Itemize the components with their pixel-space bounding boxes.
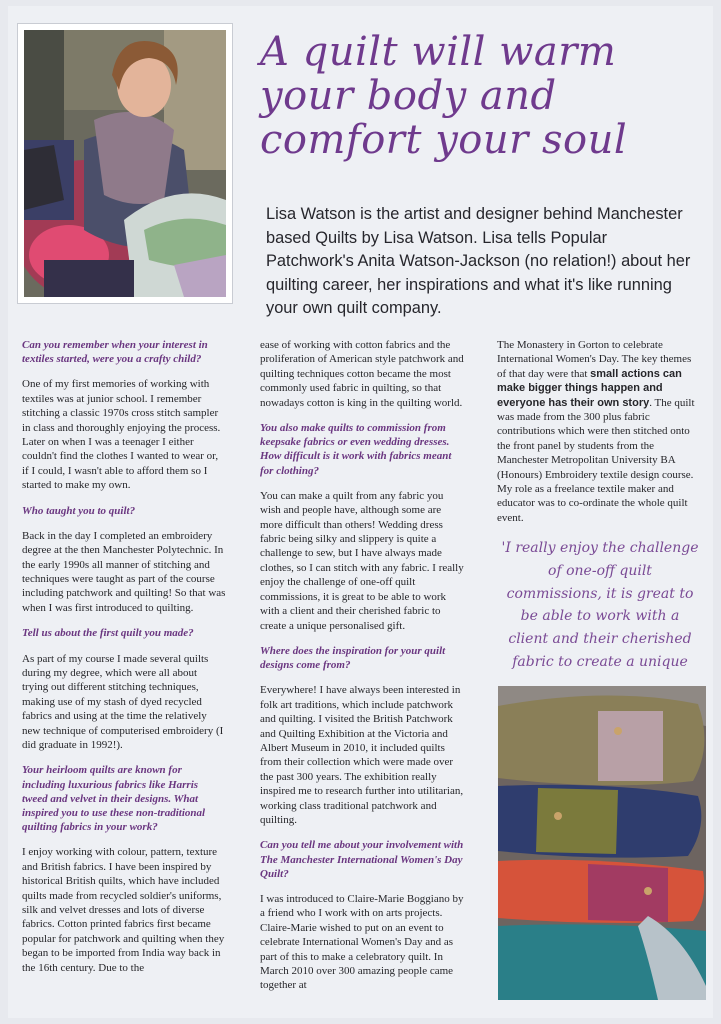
- answer-text: . The quilt was made from the 300 plus fabric contributions which were then stitched onto the front panel by students from the Manchester Metropolitan University BA (Honours) Embroidery textile design course. My role as a freelance textile maker and educator was to co-ordinate the whole quilt event.: [497, 396, 695, 524]
- text-column-2: [260, 338, 464, 1004]
- text-column-1: [22, 338, 226, 986]
- answer-paragraph: Back in the day I completed an embroidery degree at the then Manchester Polytechnic. In the early 1990s all manner of stitching and techniques were taught as part of the course including patchwork and quilting! So that was when I was first introduced to quilting.: [22, 529, 226, 614]
- question-heading: Who taught you to quilt?: [22, 504, 136, 517]
- answer-paragraph: One of my first memories of working with textiles was at junior school. I remember stitching a classic 1970s cross stitch sampler in class and thoroughly enjoying the process. Later on when I was a teenager I either couldn't find the clothes I wanted to wear or, if I could, I wasn't able to afford them so I started to make my own.: [22, 378, 221, 492]
- folded-quilts-photo: [498, 686, 706, 1000]
- emphasis-text: small actions can make bigger things happen and everyone has their own story: [497, 367, 682, 409]
- standfirst: Lisa Watson is the artist and designer behind Manchester based Quilts by Lisa Watson. Lisa tells Popular Patchwork's Anita Watson-Jackson (no relation!) about her quilting career, her inspirations and what it's like running your own quilt company.: [266, 205, 691, 317]
- question-heading: Where does the inspiration for your quilt designs come from?: [260, 644, 446, 672]
- pull-quote: 'I really enjoy the challenge of one-off quilt commissions, it is great to be able to work with a client and their cherished fabric to create a unique: [501, 540, 699, 670]
- answer-paragraph: As part of my course I made several quilts during my degree, which were all about trying out different stitching techniques, making use of my stash of dyed recycled fabrics and using at the time the relatively new technique of computerised embroidery (I did graduate in 1992!).: [22, 652, 224, 751]
- answer-paragraph: I enjoy working with colour, pattern, texture and British fabrics. I have been inspired by historical British quilts, which have included quilts made from recycled soldier's uniforms, silk and velvet dresses and lots of diverse fabrics. Cotton printed fabrics first became popular for patchwork and quilting when they began to be imported from India way back in the 16th century. Due to the: [22, 846, 225, 974]
- answer-paragraph: I was introduced to Claire-Marie Boggiano by a friend who I work with on arts projects. Claire-Marie wished to put on an event to celebrate International Women's Day and as part of this to make a celebratory quilt. In March 2010 over 300 amazing people came together at: [260, 892, 464, 992]
- text-column-3: [497, 338, 701, 536]
- question-heading: Your heirloom quilts are known for including luxurious fabrics like Harris tweed and velvet in their designs. What inspired you to use these non-traditional quilting fabrics in your work?: [22, 764, 206, 834]
- question-heading: You also make quilts to commission from keepsake fabrics or even wedding dresses. How difficult is it work with fabrics meant for clothing?: [260, 422, 452, 477]
- headline: A quilt will warm your body and comfort your soul: [260, 29, 628, 163]
- answer-text: The Monastery in Gorton to celebrate International Women's Day. The key themes of that day were that: [497, 339, 692, 380]
- question-heading: Can you tell me about your involvement with The Manchester International Women's Day Quilt?: [260, 839, 464, 880]
- answer-paragraph: Everywhere! I have always been interested in folk art traditions, which include patchwork and quilting. I visited the British Patchwork and Quilting Exhibition at the Victoria and Albert Museum in 2010, it included quilts from their collection which were made over the past 300 years. The exhibition really inspired me to research further into utilitarian, working class traditional patchwork and quilting.: [260, 684, 464, 826]
- question-heading: Can you remember when your interest in textiles started, were you a crafty child?: [22, 339, 208, 366]
- answer-paragraph: You can make a quilt from any fabric you wish and people have, although some are more difficult than others! Wedding dress fabric being silky and slippery is quite a challenge to sew, but I have always made clothes, so I can stitch with any fabric. I really enjoy the challenge of one-off quilt commissions, it is great to be able to work with a client and their cherished fabric to create a unique personalised gift.: [260, 489, 464, 632]
- portrait-photo: [18, 24, 232, 303]
- answer-paragraph: ease of working with cotton fabrics and the proliferation of American style patchwork and quilting techniques cotton became the most commonly used fabric in quilting, so that nowadays cotton is king in the quilting world.: [260, 339, 464, 409]
- answer-paragraph: [497, 338, 701, 525]
- question-heading: Tell us about the first quilt you made?: [22, 627, 194, 640]
